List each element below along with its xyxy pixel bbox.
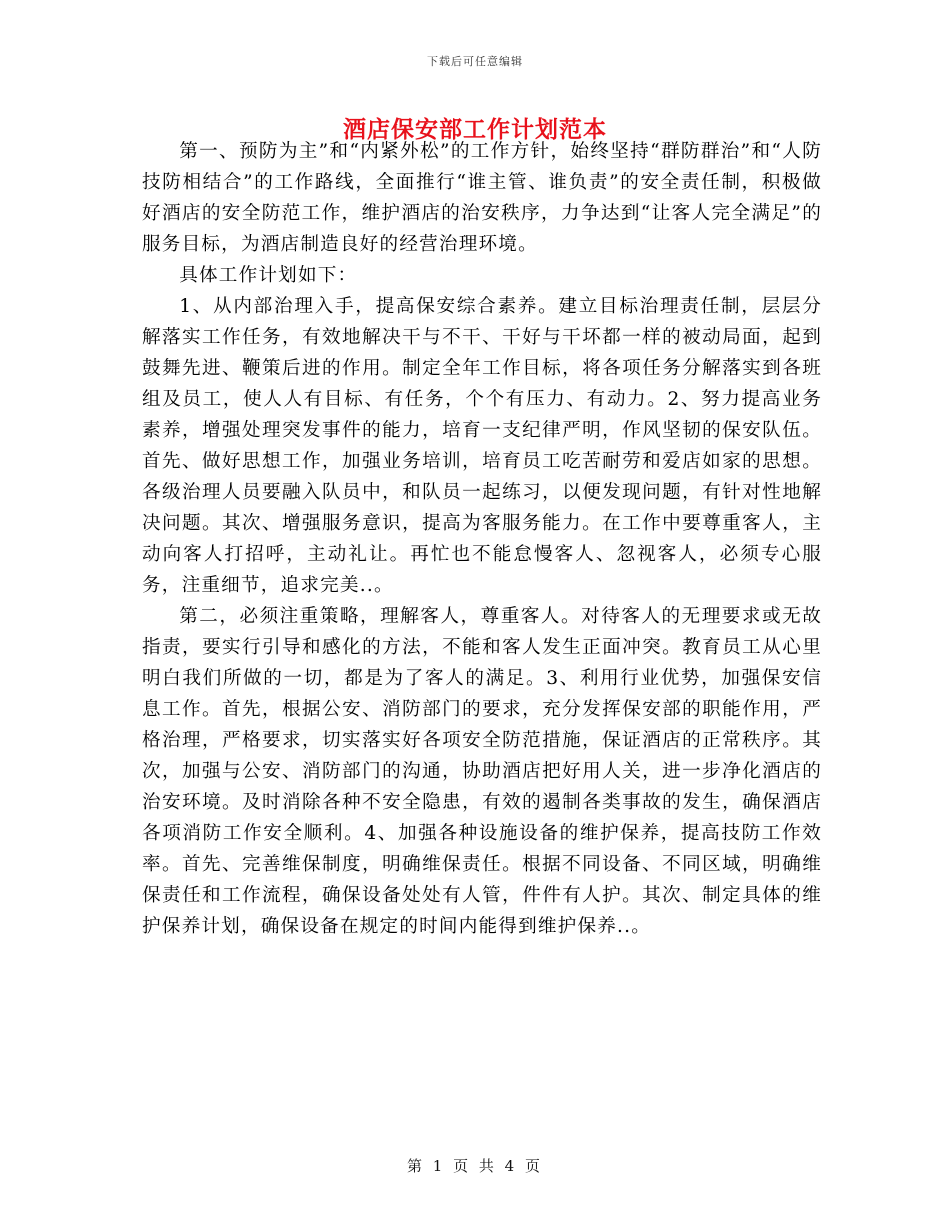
paragraph-3: 1、从内部治理入手，提高保安综合素养。建立目标治理责任制，层层分解落实工作任务，有效地解决干与不干、干好与干坏都一样的被动局面，起到鼓舞先进、鞭策后进的作用。制定全年工作目标，将各项任务分解落实到各班组及员工，使人人有目标、有任务，个个有压力、有动力。2、努力提高业务素养，增强处理突发事件的能力，培育一支纪律严明，作风坚韧的保安队伍。首先、做好思想工作，加强业务培训，培育员工吃苦耐劳和爱店如家的思想。各级治理人员要融入队员中，和队员一起练习，以便发现问题，有针对性地解决问题。其次、增强服务意识，提高为客服务能力。在工作中要尊重客人，主动向客人打招呼，主动礼让。再忙也不能怠慢客人、忽视客人，必须专心服务，注重细节，追求完美..。 (142, 296, 822, 596)
header-note: 下载后可任意编辑 (427, 55, 523, 68)
paragraph-4: 第二，必须注重策略，理解客人，尊重客人。对待客人的无理要求或无故指责，要实行引导和感化的方法，不能和客人发生正面冲突。教育员工从心里明白我们所做的一切，都是为了客人的满足。3、利用行业优势，加强保安信息工作。首先，根据公安、消防部门的要求，充分发挥保安部的职能作用，严格治理，严格要求，切实落实好各项安全防范措施，保证酒店的正常秩序。其次，加强与公安、消防部门的沟通，协助酒店把好用人关，进一步净化酒店的治安环境。及时消除各种不安全隐患，有效的遏制各类事故的发生，确保酒店各项消防工作安全顺利。4、加强各种设施设备的维护保养，提高技防工作效率。首先、完善维保制度，明确维保责任。根据不同设备、不同区域，明确维保责任和工作流程，确保设备处处有人管，件件有人护。其次、制定具体的维护保养计划，确保设备在规定的时间内能得到维护保养..。 (142, 606, 822, 937)
document-body (142, 136, 822, 942)
paragraph-1: 第一、预防为主”和“内紧外松”的工作方针，始终坚持“群防群治”和“人防技防相结合”的工作路线，全面推行“谁主管、谁负责”的安全责任制，积极做好酒店的安全防范工作，维护酒店的治安秩序，力争达到“让客人完全满足”的服务目标，为酒店制造良好的经营治理环境。 (142, 141, 822, 255)
page-number-label: 第 1 页 共 4 页 (407, 1157, 543, 1175)
page-footer (0, 1155, 950, 1176)
document-title: 酒店保安部工作计划范本 (343, 116, 607, 143)
paragraph-2: 具体工作计划如下： (179, 265, 358, 286)
